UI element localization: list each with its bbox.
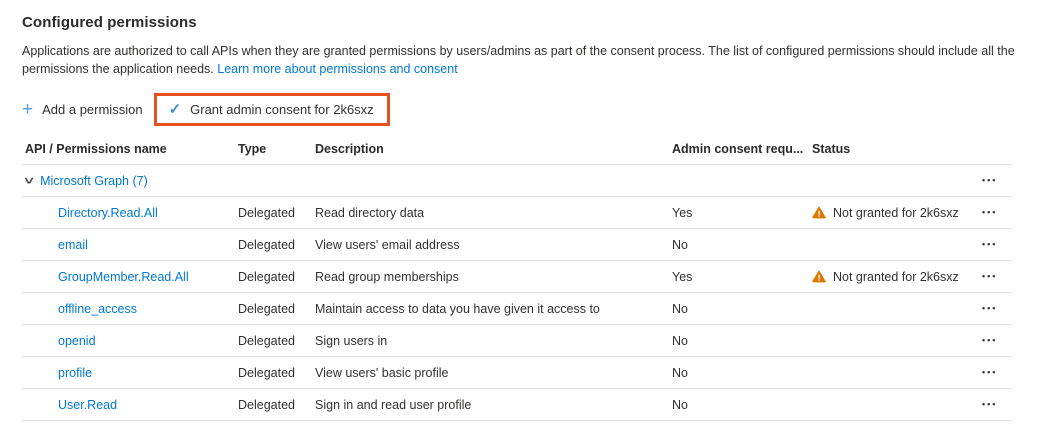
status-cell <box>812 206 982 220</box>
add-permission-button[interactable] <box>22 100 143 119</box>
permission-name-link[interactable]: GroupMember.Read.All <box>58 269 189 284</box>
row-menu-button[interactable]: ••• <box>982 400 1012 409</box>
permissions-toolbar <box>22 88 1016 130</box>
grant-admin-consent-label: Grant admin consent for 2k6sxz <box>190 101 374 117</box>
status-cell <box>812 270 982 284</box>
permission-description: Sign in and read user profile <box>315 397 472 412</box>
table-row <box>22 357 1012 389</box>
learn-more-link[interactable]: Learn more about permissions and consent <box>217 62 458 77</box>
chevron-down-icon: ∨ <box>22 175 36 187</box>
permission-description: View users' email address <box>315 237 460 252</box>
table-row <box>22 325 1012 357</box>
header-api-name: API / Permissions name <box>25 142 167 157</box>
permission-name-link[interactable]: email <box>58 237 88 252</box>
row-menu-button[interactable]: ••• <box>982 304 1012 313</box>
table-row <box>22 197 1012 229</box>
status-text: Not granted for 2k6sxz <box>833 269 959 284</box>
permission-type: Delegated <box>238 301 295 316</box>
group-expander[interactable] <box>22 174 982 188</box>
header-status: Status <box>812 142 851 157</box>
table-row <box>22 261 1012 293</box>
permission-name-link[interactable]: User.Read <box>58 397 118 412</box>
header-description: Description <box>315 142 384 157</box>
permission-name-link[interactable]: Directory.Read.All <box>58 205 158 220</box>
grant-admin-consent-button[interactable] <box>169 102 374 117</box>
header-admin-consent: Admin consent requ... <box>672 142 804 157</box>
table-row <box>22 293 1012 325</box>
page-title: Configured permissions <box>22 14 197 31</box>
permission-type: Delegated <box>238 237 295 252</box>
permission-description: Read directory data <box>315 205 425 220</box>
row-menu-button[interactable]: ••• <box>982 336 1012 345</box>
table-row <box>22 389 1012 421</box>
status-text: Not granted for 2k6sxz <box>833 205 959 220</box>
permission-type: Delegated <box>238 365 295 380</box>
table-header-row <box>22 134 1012 165</box>
table-row <box>22 229 1012 261</box>
plus-icon: + <box>22 98 34 120</box>
permission-name-link[interactable]: offline_access <box>58 301 137 316</box>
row-menu-button[interactable]: ••• <box>982 368 1012 377</box>
check-icon: ✓ <box>168 100 182 118</box>
row-menu-button[interactable]: ••• <box>982 272 1012 281</box>
admin-consent-required: Yes <box>672 205 693 220</box>
permission-description: Read group memberships <box>315 269 459 284</box>
header-type: Type <box>238 142 267 157</box>
permission-description: View users' basic profile <box>315 365 449 380</box>
admin-consent-required: No <box>672 237 688 252</box>
permissions-table <box>22 134 1012 421</box>
permission-description: Sign users in <box>315 333 388 348</box>
permission-name-link[interactable]: profile <box>58 365 93 380</box>
row-menu-button[interactable]: ••• <box>982 208 1012 217</box>
warning-icon <box>812 206 826 219</box>
admin-consent-required: No <box>672 365 688 380</box>
annotation-highlight-box <box>154 93 390 126</box>
row-menu-button[interactable]: ••• <box>982 240 1012 249</box>
permission-type: Delegated <box>238 333 295 348</box>
permission-type: Delegated <box>238 269 295 284</box>
admin-consent-required: Yes <box>672 269 693 284</box>
admin-consent-required: No <box>672 333 688 348</box>
permission-type: Delegated <box>238 397 295 412</box>
table-group-row <box>22 165 1012 197</box>
page-description <box>22 42 1016 78</box>
description-text: Applications are authorized to call APIs when they are granted permissions by users/admins as part of the consent process. The list of configured permissions should include all the permissions the application needs. <box>22 44 1015 77</box>
row-menu-button[interactable]: ••• <box>982 176 1012 185</box>
permission-type: Delegated <box>238 205 295 220</box>
permission-description: Maintain access to data you have given it access to <box>315 301 600 316</box>
group-api-link[interactable]: Microsoft Graph (7) <box>40 173 148 188</box>
permission-name-link[interactable]: openid <box>58 333 96 348</box>
warning-icon <box>812 270 826 283</box>
add-permission-label: Add a permission <box>42 101 143 117</box>
admin-consent-required: No <box>672 397 688 412</box>
admin-consent-required: No <box>672 301 688 316</box>
